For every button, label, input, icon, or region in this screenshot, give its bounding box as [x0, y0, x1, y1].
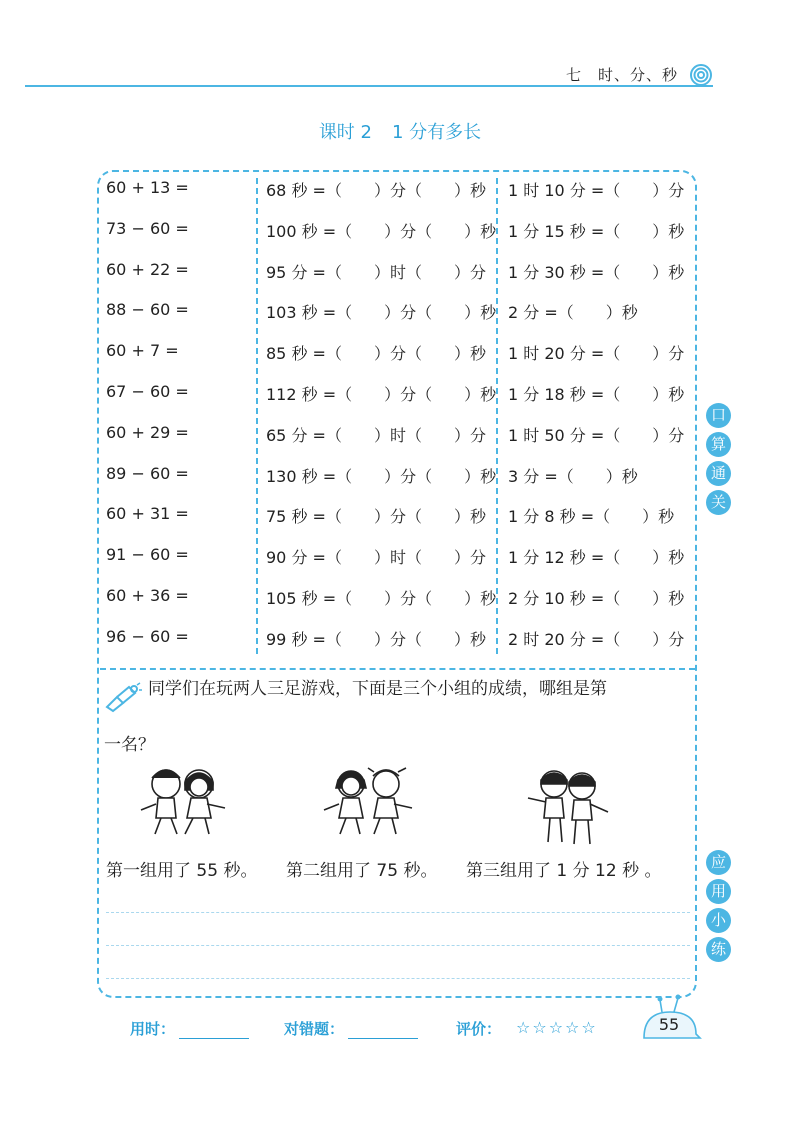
- spiral-icon: [690, 64, 712, 86]
- problem-col3-row-2: 1 分 15 秒 =（ ）秒: [508, 222, 685, 241]
- problem-col1-row-1: 60 + 13 =: [106, 178, 189, 197]
- problem-col3-row-6: 1 分 18 秒 =（ ）秒: [508, 385, 685, 404]
- problem-col1-row-11: 60 + 36 =: [106, 586, 189, 605]
- problem-col3-row-1: 1 时 10 分 =（ ）分: [508, 181, 685, 200]
- lesson-title: [0, 118, 800, 144]
- group-two-illustration: [318, 762, 418, 844]
- problem-col3-row-9: 1 分 8 秒 =（ ）秒: [508, 507, 675, 526]
- chapter-title: 七 时、分、秒: [566, 66, 679, 84]
- problem-col2-row-2: 100 秒 =（ ）分（ ）秒: [266, 222, 497, 241]
- column-divider: [256, 178, 258, 654]
- side-tab-tabs_top-1: 口: [706, 403, 731, 428]
- problem-col2-row-11: 105 秒 =（ ）分（ ）秒: [266, 589, 497, 608]
- problem-col1-row-5: 60 + 7 =: [106, 341, 179, 360]
- question-text-cont: 一名？: [104, 735, 155, 755]
- problem-col3-row-3: 1 分 30 秒 =（ ）秒: [508, 263, 685, 282]
- header-rule: [25, 85, 713, 87]
- problem-col3-row-5: 1 时 20 分 =（ ）分: [508, 344, 685, 363]
- problem-col1-row-6: 67 − 60 =: [106, 382, 189, 401]
- side-tab-tabs_top-4: 关: [706, 490, 731, 515]
- problem-col3-row-7: 1 时 50 分 =（ ）分: [508, 426, 685, 445]
- problem-col1-row-4: 88 − 60 =: [106, 300, 189, 319]
- megaphone-icon: [103, 681, 143, 713]
- problem-col2-row-4: 103 秒 =（ ）分（ ）秒: [266, 303, 497, 322]
- side-tab-tabs_bottom-4: 练: [706, 937, 731, 962]
- group-one-illustration: [133, 760, 233, 844]
- problem-col1-row-12: 96 − 60 =: [106, 627, 189, 646]
- side-tab-tabs_bottom-3: 小: [706, 908, 731, 933]
- result-group-three: 第三组用了 1 分 12 秒 。: [466, 861, 662, 881]
- problem-col1-row-2: 73 − 60 =: [106, 219, 189, 238]
- column-divider: [496, 178, 498, 654]
- question-text: 同学们在玩两人三足游戏，下面是三个小组的成绩，哪组是第: [148, 679, 607, 699]
- side-tab-tabs_top-2: 算: [706, 432, 731, 457]
- problem-col3-row-11: 2 分 10 秒 =（ ）秒: [508, 589, 685, 608]
- result-group-two: 第二组用了 75 秒。: [286, 861, 438, 881]
- time-used: [130, 1018, 249, 1039]
- lesson-number: 课时 2: [318, 122, 372, 143]
- errors-label: 对错题：: [284, 1020, 345, 1038]
- problem-col2-row-1: 68 秒 =（ ）分（ ）秒: [266, 181, 486, 200]
- problem-col2-row-3: 95 分 =（ ）时（ ）分: [266, 263, 486, 282]
- problem-col2-row-7: 65 分 =（ ）时（ ）分: [266, 426, 486, 445]
- answer-line: [106, 945, 690, 946]
- problem-col1-row-9: 60 + 31 =: [106, 504, 189, 523]
- lesson-name: 1 分有多长: [392, 122, 482, 143]
- problem-col2-row-8: 130 秒 =（ ）分（ ）秒: [266, 467, 497, 486]
- result-group-one: 第一组用了 55 秒。: [106, 861, 258, 881]
- problem-col1-row-10: 91 − 60 =: [106, 545, 189, 564]
- time-used-label: 用时：: [130, 1020, 176, 1038]
- answer-line: [106, 912, 690, 913]
- rating-label: 评价：: [456, 1020, 502, 1038]
- errors: [284, 1018, 418, 1039]
- problem-col1-row-3: 60 + 22 =: [106, 260, 189, 279]
- side-tab-tabs_bottom-1: 应: [706, 850, 731, 875]
- errors-blank: [348, 1025, 418, 1039]
- problem-col2-row-6: 112 秒 =（ ）分（ ）秒: [266, 385, 497, 404]
- problem-col1-row-7: 60 + 29 =: [106, 423, 189, 442]
- answer-line: [106, 978, 690, 979]
- problem-col3-row-4: 2 分 =（ ）秒: [508, 303, 638, 322]
- problem-col2-row-10: 90 分 =（ ）时（ ）分: [266, 548, 486, 567]
- problem-col2-row-5: 85 秒 =（ ）分（ ）秒: [266, 344, 486, 363]
- section-divider: [100, 668, 695, 670]
- page-number: 55: [658, 1015, 680, 1034]
- problem-col3-row-10: 1 分 12 秒 =（ ）秒: [508, 548, 685, 567]
- rating: [456, 1018, 501, 1039]
- side-tab-tabs_top-3: 通: [706, 461, 731, 486]
- side-tab-tabs_bottom-2: 用: [706, 879, 731, 904]
- problem-col1-row-8: 89 − 60 =: [106, 464, 189, 483]
- problem-col3-row-12: 2 时 20 分 =（ ）分: [508, 630, 685, 649]
- time-used-blank: [179, 1025, 249, 1039]
- problem-col2-row-12: 99 秒 =（ ）分（ ）秒: [266, 630, 486, 649]
- problem-col2-row-9: 75 秒 =（ ）分（ ）秒: [266, 507, 486, 526]
- group-three-illustration: [520, 762, 616, 852]
- problem-col3-row-8: 3 分 =（ ）秒: [508, 467, 638, 486]
- rating-stars: ☆☆☆☆☆: [516, 1018, 598, 1037]
